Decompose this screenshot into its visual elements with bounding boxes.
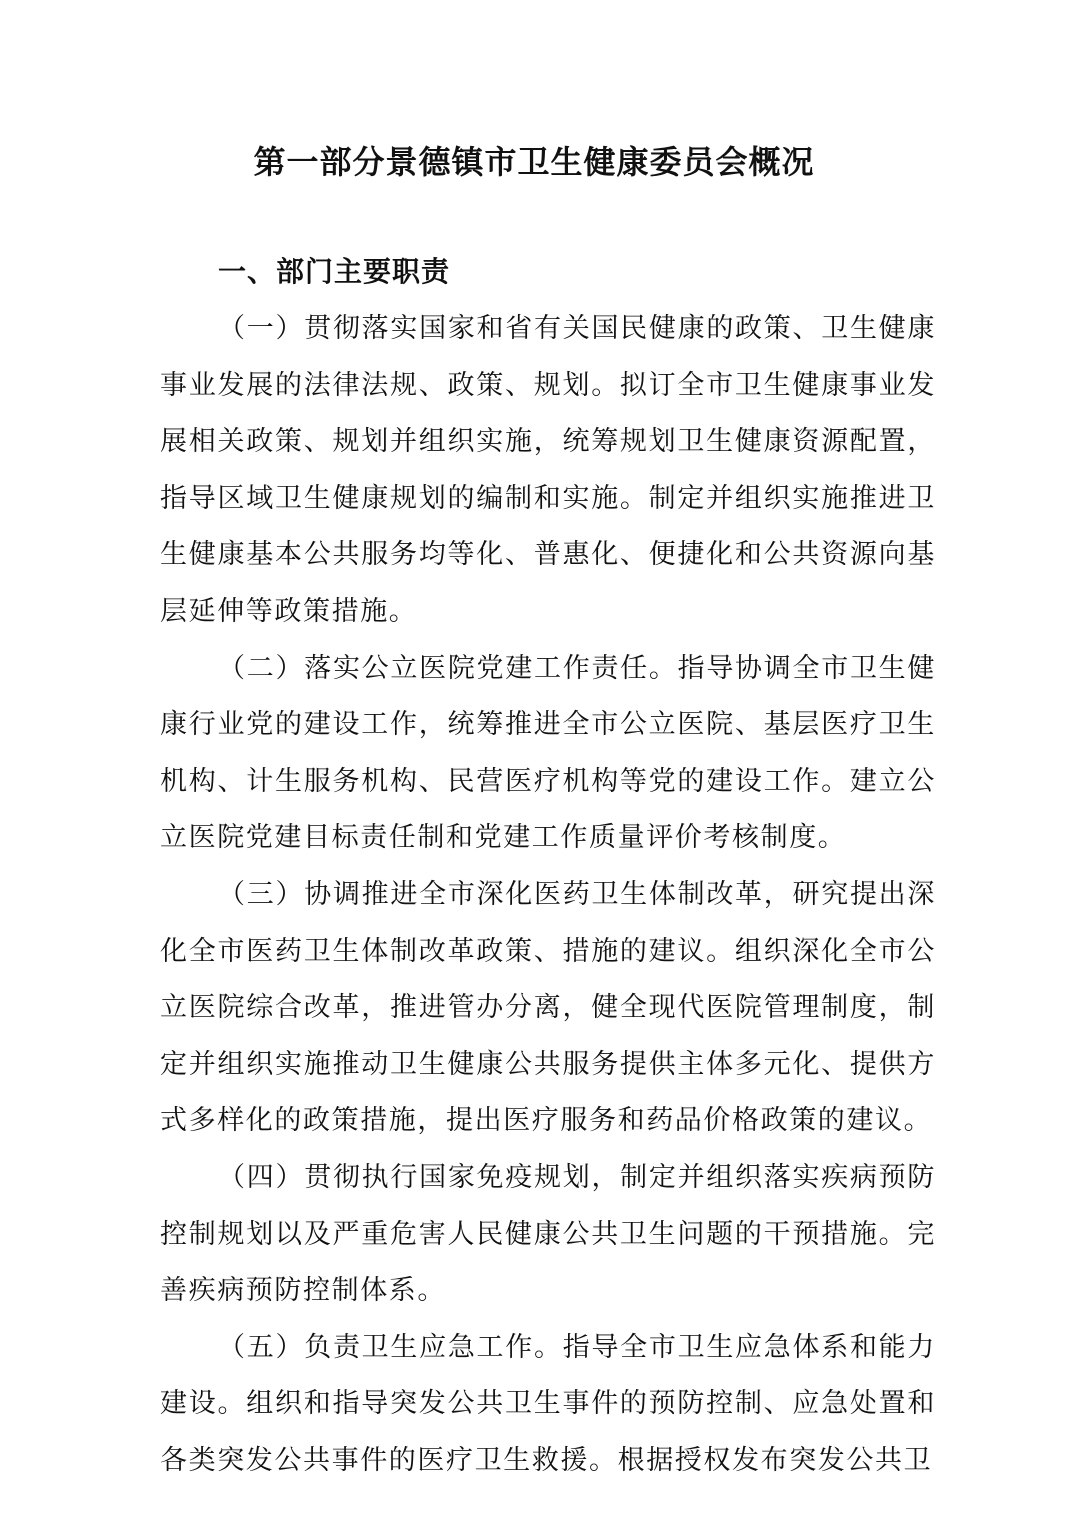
paragraph-1: （一）贯彻落实国家和省有关国民健康的政策、卫生健康事业发展的法律法规、政策、规划。拟订全市卫生健康事业发展相关政策、规划并组织实施，统筹规划卫生健康资源配置，指导区域卫生健康规划的编制和实施。制定并组织实施推进卫生健康基本公共服务均等化、普惠化、便捷化和公共资源向基层延伸等政策措施。: [160, 313, 936, 627]
paragraph-4: （四）贯彻执行国家免疫规划，制定并组织落实疾病预防控制规划以及严重危害人民健康公共卫生问题的干预措施。完善疾病预防控制体系。: [160, 1161, 936, 1307]
document-title: 第一部分景德镇市卫生健康委员会概况: [253, 143, 815, 181]
paragraph-5: （五）负责卫生应急工作。指导全市卫生应急体系和能力建设。组织和指导突发公共卫生事件的预防控制、应急处置和各类突发公共事件的医疗卫生救援。根据授权发布突发公共卫: [160, 1331, 936, 1476]
body-text: [160, 301, 936, 1489]
paragraph-2: （二）落实公立医院党建工作责任。指导协调全市卫生健康行业党的建设工作，统筹推进全市公立医院、基层医疗卫生机构、计生服务机构、民营医疗机构等党的建设工作。建立公立医院党建目标责任制和党建工作质量评价考核制度。: [160, 652, 936, 854]
section-heading: 一、部门主要职责: [218, 255, 451, 288]
paragraph-3: （三）协调推进全市深化医药卫生体制改革，研究提出深化全市医药卫生体制改革政策、措施的建议。组织深化全市公立医院综合改革，推进管办分离，健全现代医院管理制度，制定并组织实施推动卫生健康公共服务提供主体多元化、提供方式多样化的政策措施，提出医疗服务和药品价格政策的建议。: [160, 878, 936, 1137]
